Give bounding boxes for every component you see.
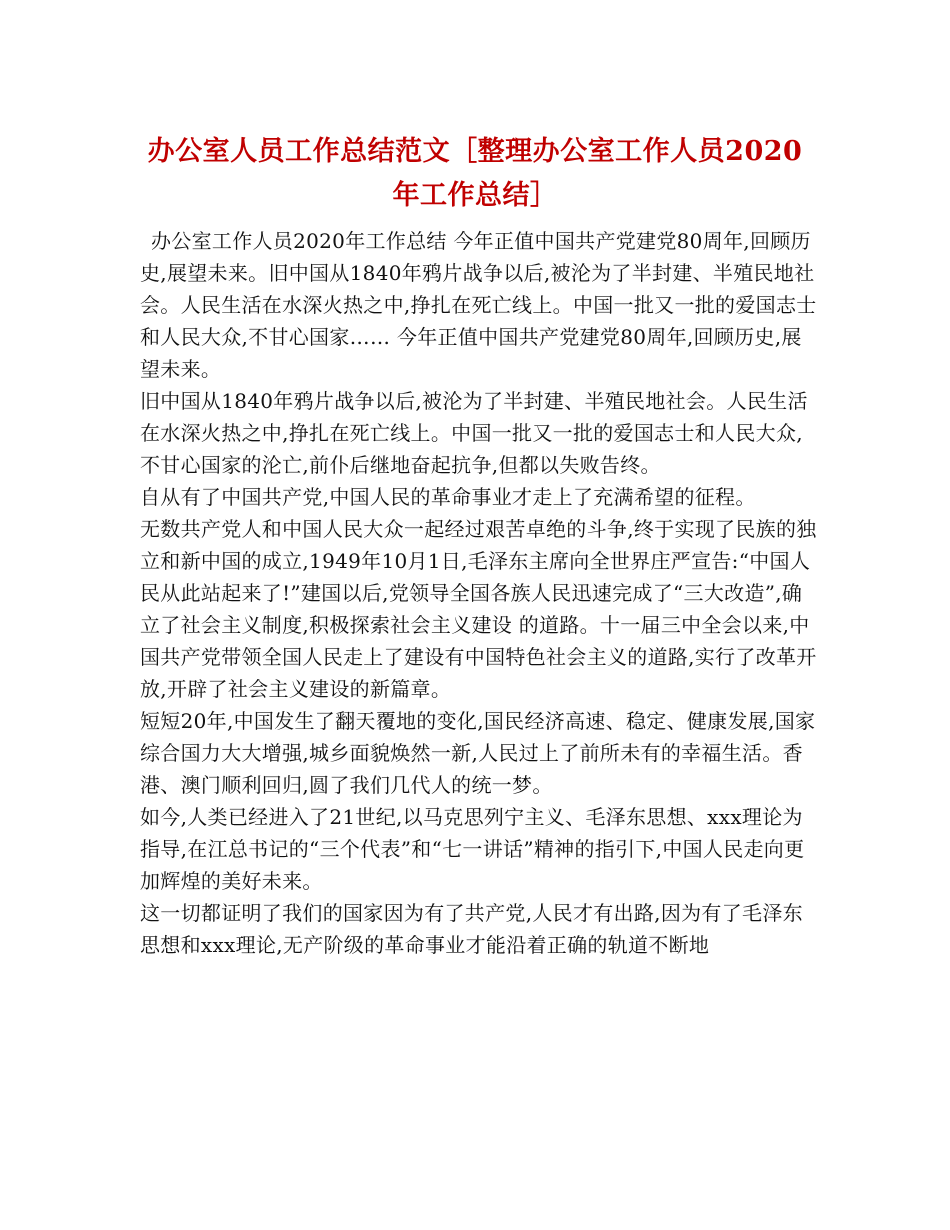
title-line-1: 办公室人员工作总结范文［整理办公室工作人员2020	[147, 136, 803, 167]
document-body	[140, 225, 820, 961]
paragraph-5: 短短20年,中国发生了翻天覆地的变化,国民经济高速、稳定、健康发展,国家综合国力大大增强,城乡面貌焕然一新,人民过上了前所未有的幸福生活。香港、澳门顺利回归,圆了我们几代人的统一梦。	[140, 709, 816, 797]
paragraph-4: 无数共产党人和中国人民大众一起经过艰苦卓绝的斗争,终于实现了民族的独立和新中国的成立,1949年10月1日,毛泽东主席向全世界庄严宣告:“中国人民从此站起来了!”建国以后,党领导全国各族人民迅速完成了“三大改造”,确立了社会主义制度,积极探索社会主义建设 的道路。十一届三中全会以来,中国共产党带领全国人民走上了建设有中国特色社会主义的道路,实行了改革开放,开辟了社会主义建设的新篇章。	[140, 517, 817, 701]
paragraph-6: 如今,人类已经进入了21世纪,以马克思列宁主义、毛泽东思想、xxx理论为指导,在江总书记的“三个代表”和“七一讲话”精神的指引下,中国人民走向更加辉煌的美好未来。	[140, 805, 805, 893]
document-title	[120, 130, 830, 218]
title-line-2: 年工作总结］	[392, 180, 558, 211]
paragraph-7: 这一切都证明了我们的国家因为有了共产党,人民才有出路,因为有了毛泽东思想和xxx理论,无产阶级的革命事业才能沿着正确的轨道不断地	[140, 901, 803, 957]
paragraph-3: 自从有了中国共产党,中国人民的革命事业才走上了充满希望的征程。	[140, 485, 756, 509]
paragraph-2: 旧中国从1840年鸦片战争以后,被沦为了半封建、半殖民地社会。人民生活在水深火热之中,挣扎在死亡线上。中国一批又一批的爱国志士和人民大众,不甘心国家的沦亡,前仆后继地奋起抗争,但都以失败告终。	[140, 389, 808, 477]
paragraph-1: 办公室工作人员2020年工作总结 今年正值中国共产党建党80周年,回顾历史,展望未来。旧中国从1840年鸦片战争以后,被沦为了半封建、半殖民地社会。人民生活在水深火热之中,挣扎在死亡线上。中国一批又一批的爱国志士和人民大众,不甘心国家…… 今年正值中国共产党建党80周年,回顾历史,展望未来。	[140, 229, 817, 381]
